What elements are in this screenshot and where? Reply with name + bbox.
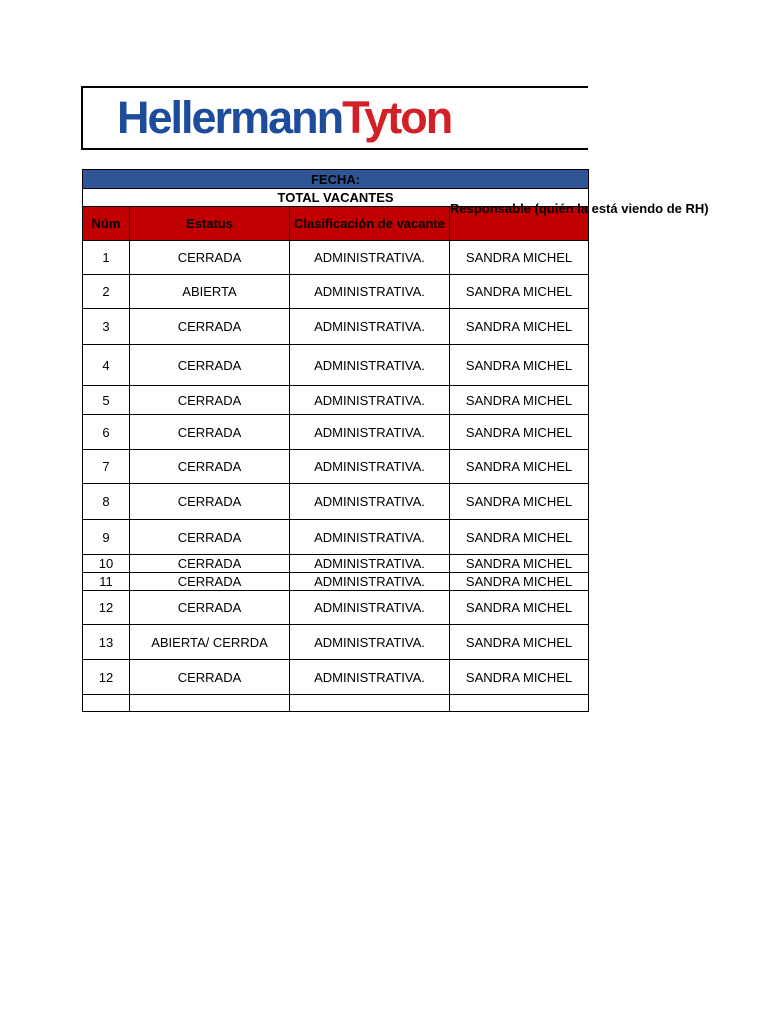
cell-estatus: CERRADA (130, 484, 290, 520)
header-num: Núm (83, 207, 130, 241)
cell-num: 5 (83, 386, 130, 415)
cell-estatus: CERRADA (130, 520, 290, 555)
vacancies-table (82, 169, 709, 712)
cell-clasificacion: ADMINISTRATIVA. (290, 555, 450, 573)
cell-num: 13 (83, 625, 130, 660)
cell-estatus: CERRADA (130, 345, 290, 386)
table-row (83, 573, 589, 591)
logo-part-hellermann: Hellermann (117, 92, 343, 143)
cell-clasificacion: ADMINISTRATIVA. (290, 450, 450, 484)
table-row (83, 625, 589, 660)
cell-clasificacion: ADMINISTRATIVA. (290, 484, 450, 520)
cell-num: 3 (83, 309, 130, 345)
cell-estatus: CERRADA (130, 573, 290, 591)
logo-frame (81, 86, 588, 150)
header-estatus: Estatus (130, 207, 290, 241)
cell-responsable: SANDRA MICHEL (450, 415, 589, 450)
cell-estatus: ABIERTA (130, 275, 290, 309)
cell-estatus: ABIERTA/ CERRDA (130, 625, 290, 660)
fecha-row (83, 170, 589, 189)
cell-clasificacion: ADMINISTRATIVA. (290, 415, 450, 450)
table-row (83, 386, 589, 415)
header-row (83, 207, 589, 241)
table-row (83, 275, 589, 309)
cell-num: 8 (83, 484, 130, 520)
table-row (83, 660, 589, 695)
cell-responsable: SANDRA MICHEL (450, 573, 589, 591)
cell-num: 10 (83, 555, 130, 573)
cell-estatus: CERRADA (130, 555, 290, 573)
cell-responsable: SANDRA MICHEL (450, 386, 589, 415)
logo-part-tyton: Tyton (342, 92, 452, 143)
cell-responsable: SANDRA MICHEL (450, 275, 589, 309)
cell-responsable: SANDRA MICHEL (450, 484, 589, 520)
cell-num: 2 (83, 275, 130, 309)
table-row (83, 520, 589, 555)
cell-num: 7 (83, 450, 130, 484)
cell-clasificacion: ADMINISTRATIVA. (290, 345, 450, 386)
cell-clasificacion (290, 695, 450, 712)
cell-clasificacion: ADMINISTRATIVA. (290, 520, 450, 555)
cell-responsable: SANDRA MICHEL (450, 520, 589, 555)
table-row (83, 591, 589, 625)
cell-estatus (130, 695, 290, 712)
cell-clasificacion: ADMINISTRATIVA. (290, 625, 450, 660)
cell-responsable: SANDRA MICHEL (450, 555, 589, 573)
cell-responsable: SANDRA MICHEL (450, 241, 589, 275)
cell-clasificacion: ADMINISTRATIVA. (290, 386, 450, 415)
cell-num: 1 (83, 241, 130, 275)
cell-clasificacion: ADMINISTRATIVA. (290, 660, 450, 695)
table-row (83, 484, 589, 520)
cell-responsable: SANDRA MICHEL (450, 625, 589, 660)
table-row (83, 450, 589, 484)
cell-responsable: SANDRA MICHEL (450, 345, 589, 386)
table-row (83, 695, 589, 712)
cell-num: 9 (83, 520, 130, 555)
cell-responsable: SANDRA MICHEL (450, 591, 589, 625)
cell-estatus: CERRADA (130, 660, 290, 695)
cell-clasificacion: ADMINISTRATIVA. (290, 275, 450, 309)
cell-clasificacion: ADMINISTRATIVA. (290, 241, 450, 275)
cell-num: 4 (83, 345, 130, 386)
cell-estatus: CERRADA (130, 450, 290, 484)
cell-responsable (450, 695, 589, 712)
cell-responsable: SANDRA MICHEL (450, 660, 589, 695)
cell-num: 11 (83, 573, 130, 591)
cell-clasificacion: ADMINISTRATIVA. (290, 591, 450, 625)
company-logo (117, 92, 451, 144)
fecha-label: FECHA: (83, 170, 589, 189)
cell-clasificacion: ADMINISTRATIVA. (290, 309, 450, 345)
cell-num: 6 (83, 415, 130, 450)
table-row (83, 241, 589, 275)
table-row (83, 415, 589, 450)
table-row (83, 309, 589, 345)
table-row (83, 555, 589, 573)
cell-estatus: CERRADA (130, 309, 290, 345)
cell-estatus: CERRADA (130, 415, 290, 450)
cell-num: 12 (83, 660, 130, 695)
total-vacantes-label: TOTAL VACANTES (83, 189, 589, 207)
cell-estatus: CERRADA (130, 386, 290, 415)
cell-num (83, 695, 130, 712)
cell-responsable: SANDRA MICHEL (450, 309, 589, 345)
cell-estatus: CERRADA (130, 241, 290, 275)
header-responsable: Responsable (quién la está viendo de RH) (450, 207, 589, 241)
cell-clasificacion: ADMINISTRATIVA. (290, 573, 450, 591)
header-clasificacion: Clasificación de vacante (290, 207, 450, 241)
cell-num: 12 (83, 591, 130, 625)
cell-responsable: SANDRA MICHEL (450, 450, 589, 484)
cell-estatus: CERRADA (130, 591, 290, 625)
table-row (83, 345, 589, 386)
